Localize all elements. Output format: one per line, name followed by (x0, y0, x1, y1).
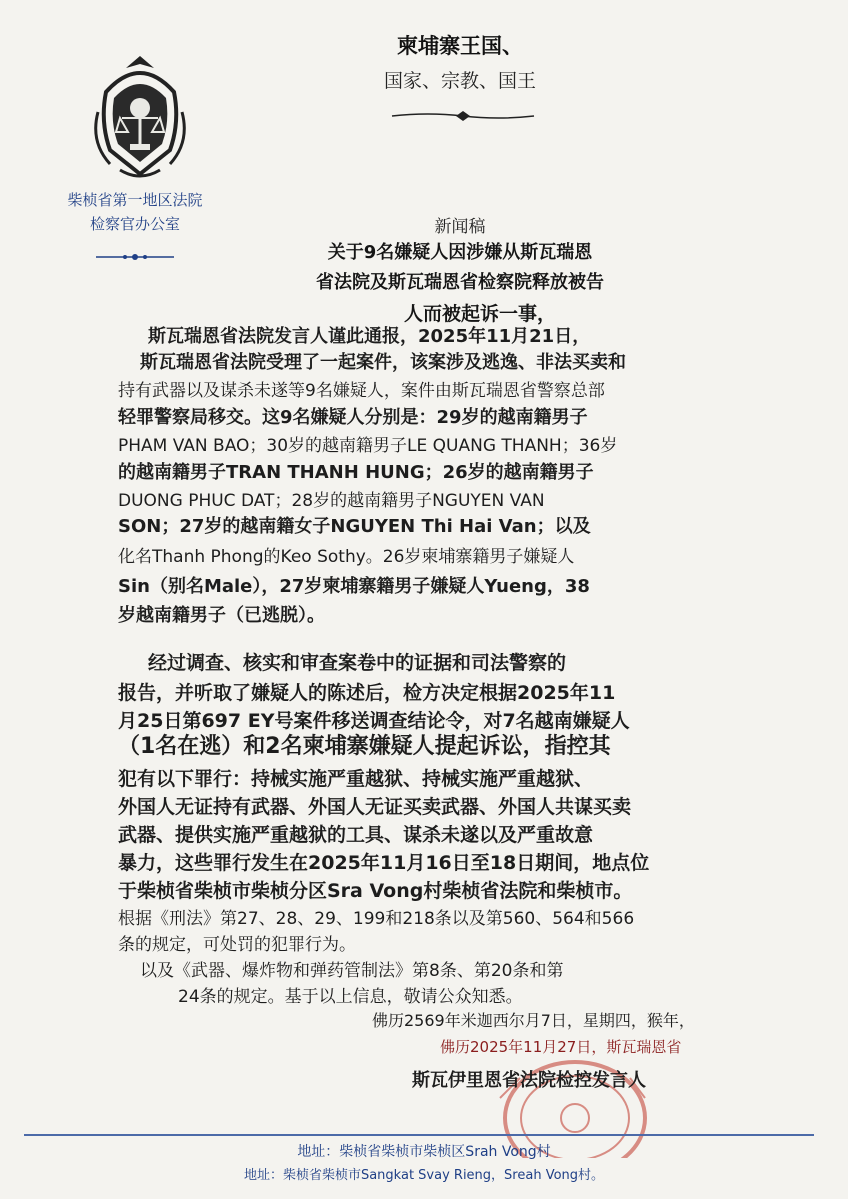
paragraph-line: （1名在逃）和2名柬埔寨嫌疑人提起诉讼，指控其 (118, 734, 611, 759)
national-motto: 国家、宗教、国王 (383, 70, 536, 92)
paragraph-line: 月25日第697 EY号案件移送调查结论令，对7名越南嫌疑人 (118, 710, 630, 732)
paragraph-line: 于柴桢省柴桢市柴桢分区Sra Vong村柴桢省法院和柴桢市。 (118, 880, 633, 902)
paragraph-line: 轻罪警察局移交。这9名嫌疑人分别是：29岁的越南籍男子 (118, 407, 588, 428)
paragraph-line: Sin（别名Male），27岁柬埔寨籍男子嫌疑人Yueng，38 (118, 576, 590, 597)
paragraph-line: 24条的规定。基于以上信息，敬请公众知悉。 (178, 987, 523, 1007)
paragraph-line: PHAM VAN BAO；30岁的越南籍男子LE QUANG THANH；36岁 (118, 436, 618, 456)
kingdom-heading: 柬埔寨王国、 (397, 34, 523, 58)
office-line-1: 柴桢省第一地区法院 (67, 191, 203, 209)
paragraph-line: 条的规定，可处罚的犯罪行为。 (118, 935, 356, 955)
ornament-divider-icon (94, 250, 176, 264)
paragraph-line: 化名Thanh Phong的Keo Sothy。26岁柬埔寨籍男子嫌疑人 (118, 547, 575, 567)
paragraph-line: 斯瓦瑞恩省法院发言人谨此通报，2025年11月21日， (148, 326, 591, 347)
paragraph-line: 报告，并听取了嫌疑人的陈述后，检方决定根据2025年11 (118, 682, 616, 704)
date-line-gregorian: 佛历2025年11月27日，斯瓦瑞恩省 (440, 1038, 682, 1056)
paragraph-line: 持有武器以及谋杀未遂等9名嫌疑人，案件由斯瓦瑞恩省警察总部 (118, 381, 605, 401)
paragraph-line: 根据《刑法》第27、28、29、199和218条以及第560、564和566 (118, 909, 635, 929)
paragraph-line: 暴力，这些罪行发生在2025年11月16日至18日期间，地点位 (118, 852, 650, 874)
paragraph-line: 岁越南籍男子（已逃脱）。 (118, 605, 325, 626)
title-line-1: 关于9名嫌疑人因涉嫌从斯瓦瑞恩 (327, 242, 593, 263)
paragraph-line: 武器、提供实施严重越狱的工具、谋杀未遂以及严重故意 (118, 824, 594, 846)
paragraph-line: DUONG PHUC DAT；28岁的越南籍男子NGUYEN VAN (118, 491, 545, 511)
press-release-label: 新闻稿 (434, 217, 486, 237)
title-line-3: 人而被起诉一事， (403, 303, 556, 325)
paragraph-line: 外国人无证持有武器、外国人无证买卖武器、外国人共谋买卖 (118, 796, 632, 818)
court-emblem-icon (80, 52, 200, 184)
paragraph-line: 的越南籍男子TRAN THANH HUNG；26岁的越南籍男子 (118, 462, 594, 483)
title-line-2: 省法院及斯瓦瑞恩省检察院释放被告 (316, 272, 604, 293)
office-line-2: 检察官办公室 (89, 215, 180, 233)
paragraph-line: 经过调查、核实和审查案卷中的证据和司法警察的 (148, 652, 567, 674)
paragraph-line: SON；27岁的越南籍女子NGUYEN Thi Hai Van；以及 (118, 516, 591, 537)
paragraph-line: 犯有以下罪行：持械实施严重越狱、持械实施严重越狱、 (118, 768, 594, 790)
footer-address-1: 地址：柴桢省柴桢市柴桢区Srah Vong村 (297, 1144, 551, 1160)
ornament-divider-icon (388, 109, 538, 123)
paragraph-line: 以及《武器、爆炸物和弹药管制法》第8条、第20条和第 (140, 961, 564, 981)
date-line-lunar: 佛历2569年米迦西尔月7日，星期四，猴年， (372, 1011, 695, 1030)
footer-address-2: 地址：柴桢省柴桢市Sangkat Svay Rieng，Sreah Vong村。 (243, 1168, 605, 1183)
signer-title: 斯瓦伊里恩省法院检控发言人 (412, 1070, 646, 1091)
footer-divider (24, 1134, 814, 1136)
prosecutor-office-name (30, 188, 240, 236)
paragraph-line: 斯瓦瑞恩省法院受理了一起案件，该案涉及逃逸、非法买卖和 (140, 352, 626, 373)
